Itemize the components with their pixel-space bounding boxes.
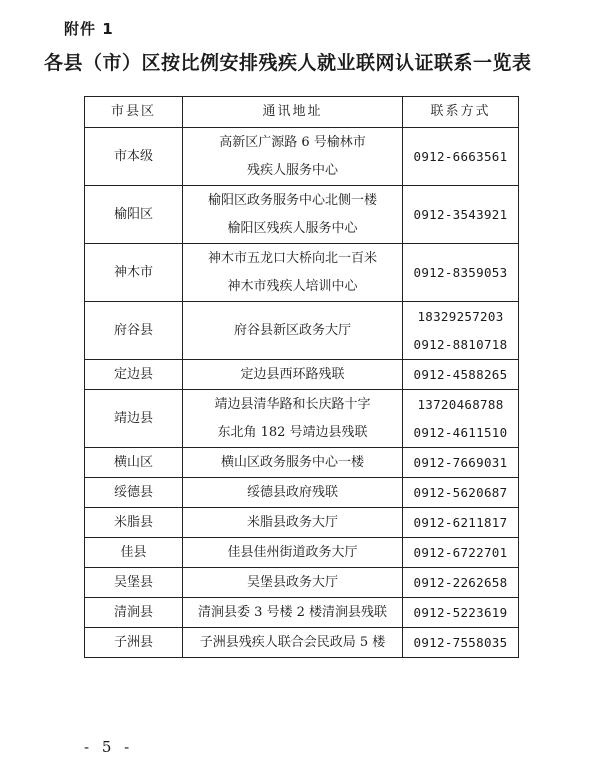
address-line: 绥德县政府残联 [246,484,338,500]
contact-cell [403,568,519,598]
header-district: 市县区 [85,97,183,128]
phone-number: 0912-5223619 [413,604,508,620]
district-cell: 神木市 [85,244,183,302]
contact-cell [403,360,519,390]
contact-cell [403,128,519,186]
table-row [85,186,519,244]
address-line: 东北角 182 号靖边县残联 [217,424,368,440]
address-line: 残疾人服务中心 [246,162,338,178]
address-cell [183,598,403,628]
address-line: 佳县佳州街道政务大厅 [227,544,358,560]
district-cell: 横山区 [85,448,183,478]
table-row [85,448,519,478]
phone-number: 13720468788 [417,396,504,412]
table-row [85,508,519,538]
phone-number: 0912-7558035 [413,634,508,650]
page-number: - 5 - [84,738,134,756]
phone-number: 18329257203 [417,308,504,324]
address-cell [183,478,403,508]
address-cell [183,448,403,478]
phone-number: 0912-4611510 [413,424,508,440]
contact-cell [403,628,519,658]
address-line: 神木市残疾人培训中心 [227,278,358,294]
header-address: 通讯地址 [183,97,403,128]
contact-cell [403,478,519,508]
header-contact: 联系方式 [403,97,519,128]
address-line: 横山区政务服务中心一楼 [220,454,364,470]
contact-cell [403,508,519,538]
district-cell: 子洲县 [85,628,183,658]
address-line: 榆阳区政务服务中心北侧一楼 [207,192,377,208]
contact-cell [403,538,519,568]
address-cell [183,508,403,538]
address-line: 靖边县清华路和长庆路十字 [214,396,371,412]
address-line: 子洲县残疾人联合会民政局 5 楼 [199,634,386,650]
district-cell: 清涧县 [85,598,183,628]
document-title: 各县（市）区按比例安排残疾人就业联网认证联系一览表 [44,52,532,74]
district-cell: 绥德县 [85,478,183,508]
phone-number: 0912-7669031 [413,454,508,470]
contact-cell [403,244,519,302]
phone-number: 0912-3543921 [413,206,508,222]
address-cell [183,360,403,390]
table-row [85,538,519,568]
address-line: 高新区广源路 6 号榆林市 [219,134,366,150]
table-row [85,568,519,598]
table-row [85,598,519,628]
address-line: 榆阳区残疾人服务中心 [227,220,358,236]
address-cell [183,128,403,186]
contact-cell [403,186,519,244]
address-line: 府谷县新区政务大厅 [233,322,351,338]
table-row [85,360,519,390]
address-cell [183,302,403,360]
address-cell [183,186,403,244]
contact-cell [403,302,519,360]
address-cell [183,390,403,448]
table-row [85,628,519,658]
phone-number: 0912-4588265 [413,366,508,382]
address-cell [183,628,403,658]
contact-cell [403,598,519,628]
contact-table [84,96,519,658]
table-body [85,128,519,658]
table-row [85,128,519,186]
table-row [85,302,519,360]
district-cell: 米脂县 [85,508,183,538]
address-cell [183,244,403,302]
table-row [85,244,519,302]
district-cell: 府谷县 [85,302,183,360]
contact-cell [403,448,519,478]
phone-number: 0912-6663561 [413,148,508,164]
phone-number: 0912-6211817 [413,514,508,530]
district-cell: 靖边县 [85,390,183,448]
address-cell [183,538,403,568]
address-cell [183,568,403,598]
address-line: 清涧县委 3 号楼 2 楼清涧县残联 [197,604,388,620]
address-line: 米脂县政务大厅 [246,514,338,530]
table-row [85,478,519,508]
contact-cell [403,390,519,448]
district-cell: 定边县 [85,360,183,390]
district-cell: 吴堡县 [85,568,183,598]
district-cell: 市本级 [85,128,183,186]
address-line: 吴堡县政务大厅 [246,574,338,590]
address-line: 定边县西环路残联 [240,366,345,382]
phone-number: 0912-2262658 [413,574,508,590]
district-cell: 榆阳区 [85,186,183,244]
phone-number: 0912-6722701 [413,544,508,560]
table-header-row [85,97,519,128]
attachment-label: 附件 1 [64,20,114,38]
district-cell: 佳县 [85,538,183,568]
phone-number: 0912-8359053 [413,264,508,280]
table-row [85,390,519,448]
phone-number: 0912-5620687 [413,484,508,500]
address-line: 神木市五龙口大桥向北一百米 [207,250,377,266]
phone-number: 0912-8810718 [413,336,508,352]
